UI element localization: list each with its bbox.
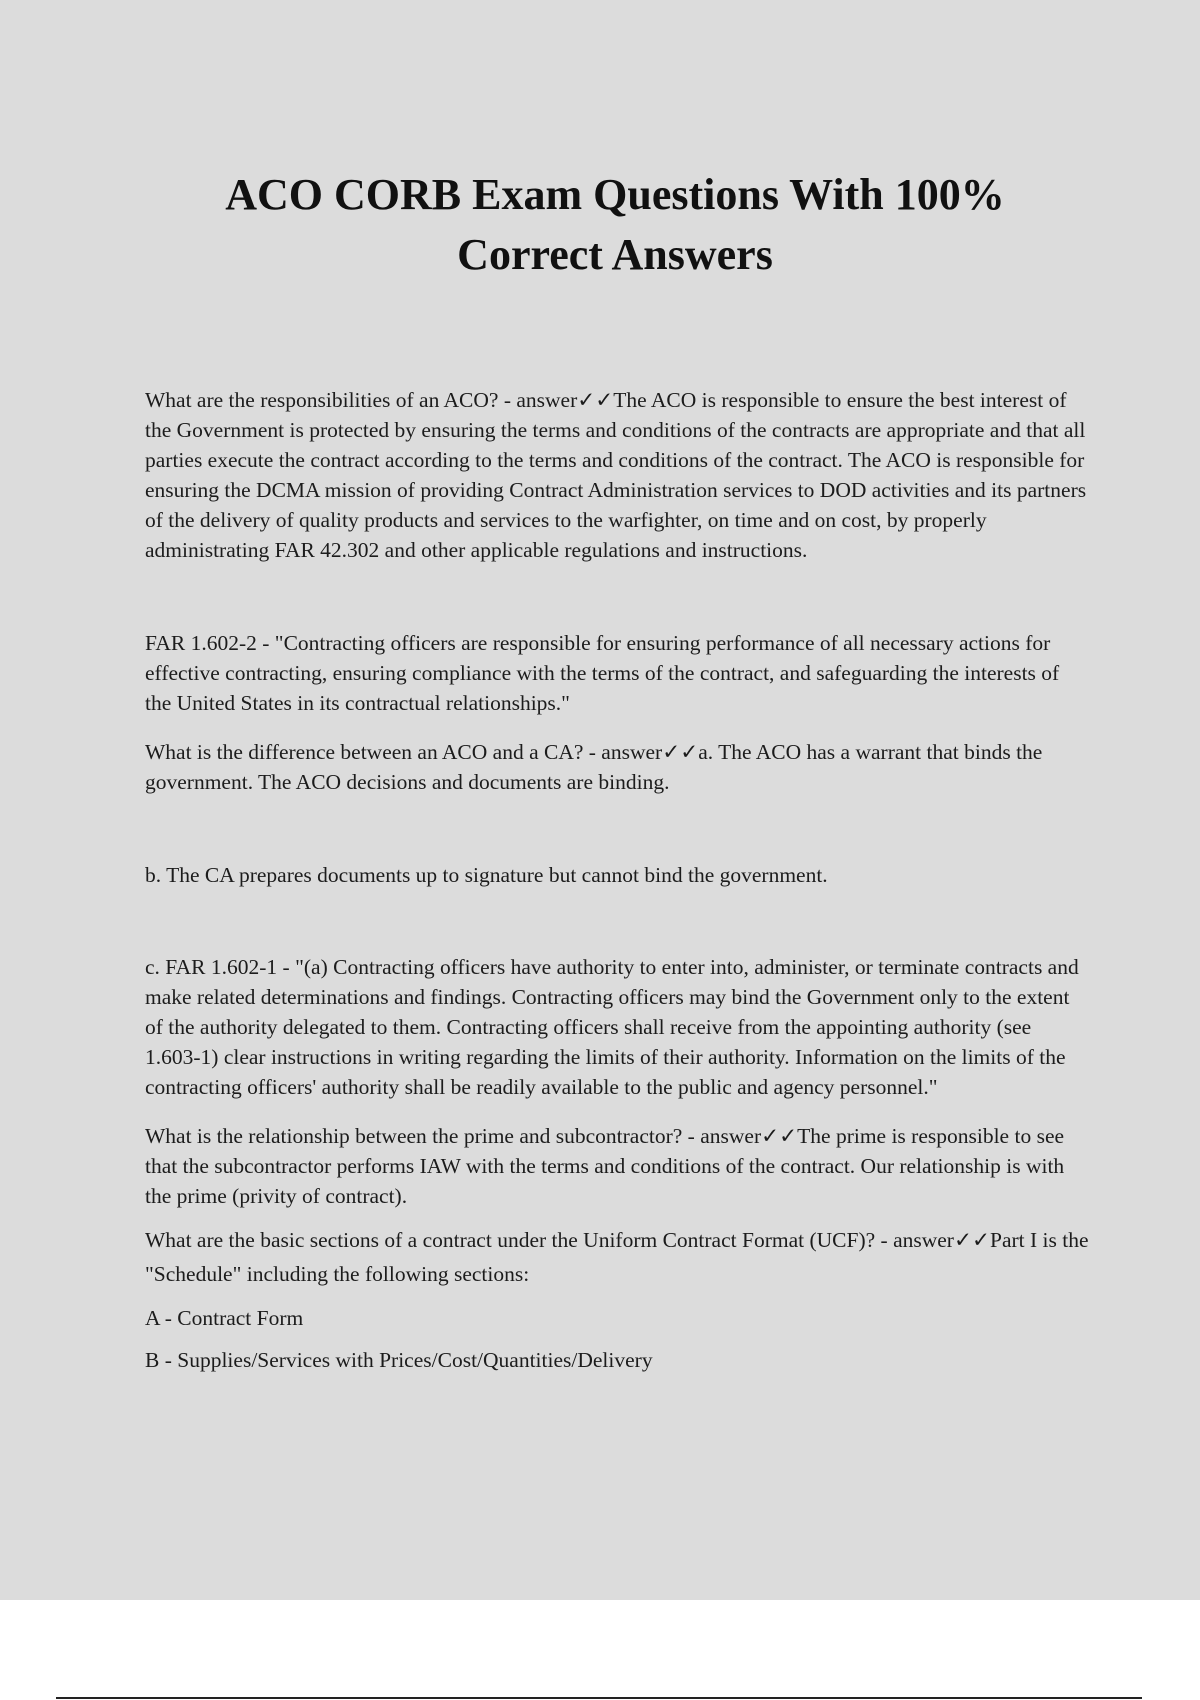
paragraph-spacer <box>145 1102 1090 1121</box>
document-title-line-1: ACO CORB Exam Questions With 100% <box>225 170 1005 219</box>
paragraph-spacer <box>145 797 1090 860</box>
paragraph-spacer <box>145 718 1090 737</box>
paragraph-aco-responsibilities: What are the responsibilities of an ACO? - answer✓✓The ACO is responsible to ensure the best interest of the Government is protected by ensuring the terms and conditions of the contracts are appropriate and that all parties execute the contract according to the terms and conditions of the contract. The ACO is responsible for ensuring the DCMA mission of providing Contract Administration services to DOD activities and its partners of the delivery of quality products and services to the warfighter, on time and on cost, by properly administrating FAR 42.302 and other applicable regulations and instructions. <box>145 388 1087 562</box>
paragraph-spacer <box>145 1291 1090 1303</box>
paragraph-spacer <box>145 890 1090 952</box>
footer-divider <box>56 1697 1142 1699</box>
paragraph-far-1-602-1: c. FAR 1.602-1 - "(a) Contracting officers have authority to enter into, administer, or terminate contracts and make related determinations and findings. Contracting officers may bind the Government only to the extent of the authority delegated to them. Contracting officers shall receive from the appointing authority (see 1.603-1) clear instructions in writing regarding the limits of their authority. Information on the limits of the contracting officers' authority shall be readily available to the public and agency personnel." <box>145 955 1079 1099</box>
paragraph-spacer <box>145 565 1090 628</box>
document-title-line-2: Correct Answers <box>457 230 773 279</box>
paragraph-ucf-sections: What are the basic sections of a contract under the Uniform Contract Format (UCF)? - answer✓✓Part I is the "Schedule" including the following sections: <box>145 1228 1089 1286</box>
paragraph-ca-prepares: b. The CA prepares documents up to signature but cannot bind the government. <box>145 863 828 887</box>
paragraph-prime-subcontractor: What is the relationship between the prime and subcontractor? - answer✓✓The prime is responsible to see that the subcontractor performs IAW with the terms and conditions of the contract. Our relationship is with the prime (privity of contract). <box>145 1124 1065 1208</box>
paragraph-section-a: A - Contract Form <box>145 1306 304 1330</box>
paragraph-aco-vs-ca: What is the difference between an ACO and a CA? - answer✓✓a. The ACO has a warrant that binds the government. The ACO decisions and documents are binding. <box>145 740 1043 794</box>
paragraph-far-1-602-2: FAR 1.602-2 - "Contracting officers are responsible for ensuring performance of all necessary actions for effective contracting, ensuring compliance with the terms of the contract, and safeguarding the interests of the United States in its contractual relationships." <box>145 631 1060 715</box>
paragraph-spacer <box>145 1211 1090 1223</box>
document-title <box>150 165 1080 285</box>
document-body <box>145 385 1090 1375</box>
paragraph-spacer <box>145 1333 1090 1345</box>
paragraph-section-b: B - Supplies/Services with Prices/Cost/Quantities/Delivery <box>145 1348 653 1372</box>
